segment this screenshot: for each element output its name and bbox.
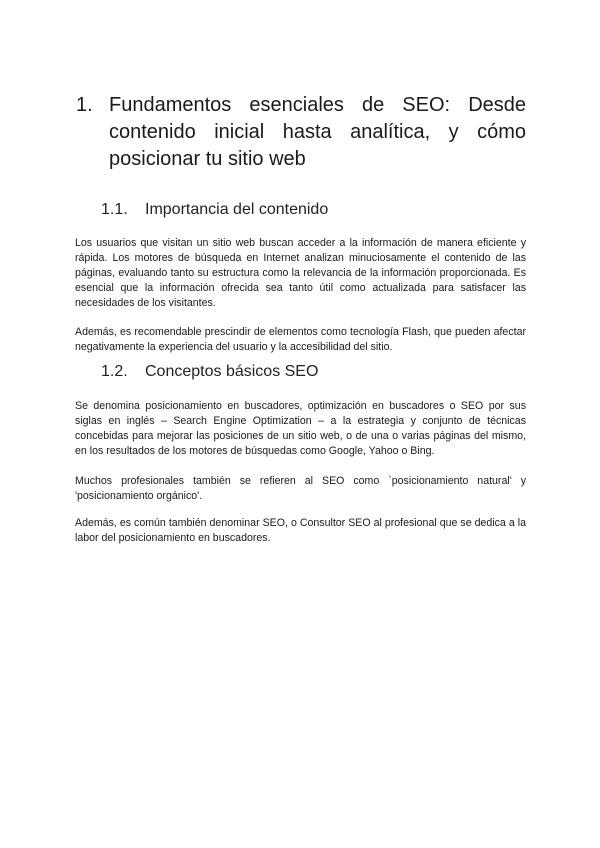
section-number: 1. [76, 94, 93, 116]
paragraph-definicion-seo: Se denomina posicionamiento en buscadores, optimización en buscadores o SEO por sus siglas en inglés – Search Engine Optimization – a la estrategia y conjunto de técnicas concebidas para mejorar las posiciones de un sitio web, o de una o varias páginas del mismo, en los resultados de los motores de búsquedas como Google, Yahoo o Bing. [75, 399, 526, 457]
paragraph-usuarios: Los usuarios que visitan un sitio web buscan acceder a la información de manera eficiente y rápida. Los motores de búsqueda en Internet analizan minuciosamente el contenido de las páginas, evaluando tanto su estructura como la relevancia de la información proporcionada. Es esencial que la información ofrecida sea tanto útil como actualizada para satisfacer las necesidades de los visitantes. [75, 236, 526, 309]
subsection-number: 1.2. [101, 363, 128, 380]
subsection-heading-importancia [101, 200, 328, 220]
paragraph-posicionamiento-natural: Muchos profesionales también se refieren al SEO como `posicionamiento natural' y 'posicionamiento orgánico'. [75, 474, 526, 502]
subsection-number: 1.1. [101, 201, 128, 218]
subsection-heading-conceptos [101, 362, 318, 382]
section-title: Fundamentos esenciales de SEO: Desde contenido inicial hasta analítica, y cómo posicionar tu sitio web [109, 94, 526, 170]
subsection-title: Conceptos básicos SEO [145, 363, 319, 380]
paragraph-consultor-seo: Además, es común también denominar SEO, o Consultor SEO al profesional que se dedica a la labor del posicionamiento en buscadores. [75, 516, 526, 544]
paragraph-flash: Además, es recomendable prescindir de elementos como tecnología Flash, que pueden afectar negativamente la experiencia del usuario y la accesibilidad del sitio. [75, 325, 526, 353]
section-heading [76, 92, 526, 173]
subsection-title: Importancia del contenido [145, 201, 329, 218]
